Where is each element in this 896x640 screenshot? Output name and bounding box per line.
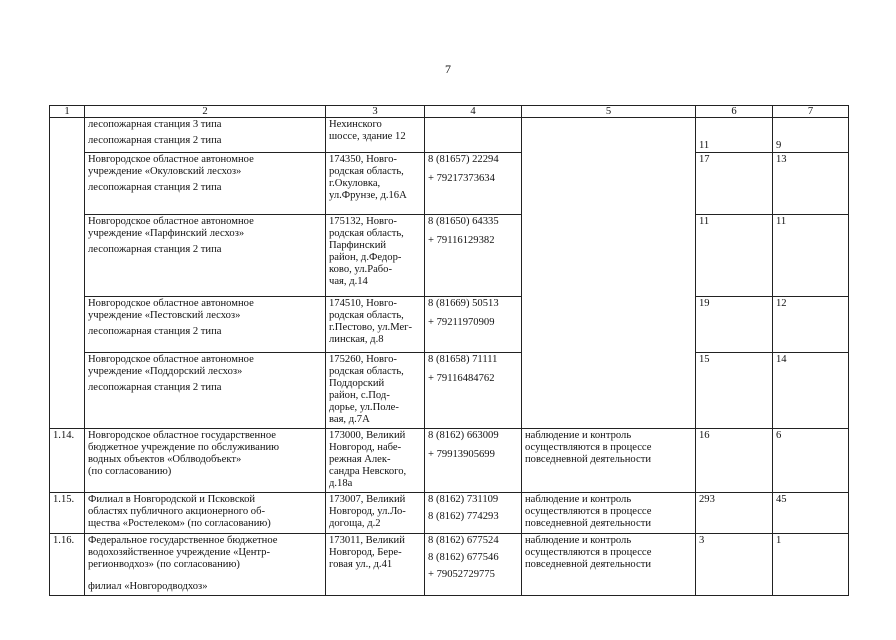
org-line: филиал «Новгородводхоз» — [88, 581, 208, 592]
org-line: лесопожарная станция 3 типа — [88, 119, 222, 130]
org-line: Федеральное государственное бюджетное — [88, 535, 278, 546]
table-row — [50, 493, 849, 534]
note-cell — [522, 118, 696, 429]
count-value: 17 — [699, 154, 710, 165]
table-row — [50, 215, 849, 297]
org-line: (по согласованию) — [88, 466, 172, 477]
note-cell — [522, 534, 696, 596]
phone-number: 8 (81658) 71111 — [428, 354, 498, 365]
page-number: 7 — [445, 62, 451, 76]
count-value: 1 — [776, 535, 782, 546]
note-line: повседневной деятельности — [525, 559, 651, 570]
note-line: наблюдение и контроль — [525, 494, 632, 505]
address-cell — [326, 493, 425, 534]
count-cell — [696, 118, 773, 153]
count-value: 9 — [776, 140, 782, 151]
phone-cell — [425, 215, 522, 297]
table-row — [50, 118, 849, 153]
address-line: Поддорский — [329, 378, 385, 389]
count-cell — [773, 493, 849, 534]
address-line: вая, д.7А — [329, 414, 370, 425]
note-line: повседневной деятельности — [525, 454, 651, 465]
phone-number: 8 (8162) 677546 — [428, 552, 499, 563]
count-value: 11 — [699, 140, 710, 151]
note-cell — [522, 429, 696, 493]
address-cell — [326, 534, 425, 596]
table-row — [50, 153, 849, 215]
address-line: Новгород, ул.Ло- — [329, 506, 406, 517]
phone-number: + 79217373634 — [428, 173, 495, 184]
note-line: осуществляются в процессе — [525, 506, 652, 517]
address-line: Новгород, набе- — [329, 442, 402, 453]
note-line: наблюдение и контроль — [525, 535, 632, 546]
org-line: Новгородское областное автономное — [88, 216, 254, 227]
org-line: бюджетное учреждение по обслуживанию — [88, 442, 280, 453]
organization-cell — [85, 353, 326, 429]
phone-cell — [425, 429, 522, 493]
count-value: 293 — [699, 494, 715, 505]
org-line: учреждение «Окуловский лесхоз» — [88, 166, 242, 177]
org-line: учреждение «Поддорский лесхоз» — [88, 366, 243, 377]
header-cell: 1 — [50, 106, 85, 118]
count-value: 11 — [699, 216, 710, 227]
address-line: сандра Невского, — [329, 466, 407, 477]
address-cell — [326, 429, 425, 493]
address-line: 174350, Новго- — [329, 154, 397, 165]
header-cell: 3 — [326, 106, 425, 118]
count-value: 6 — [776, 430, 782, 441]
address-line: 174510, Новго- — [329, 298, 397, 309]
row-number-value: 1.16. — [53, 535, 75, 546]
phone-number: 8 (81657) 22294 — [428, 154, 499, 165]
address-line: г.Окуловка, — [329, 178, 381, 189]
org-line: лесопожарная станция 2 типа — [88, 244, 222, 255]
address-line: 173007, Великий — [329, 494, 406, 505]
org-line: учреждение «Пестовский лесхоз» — [88, 310, 241, 321]
phone-number: + 79116129382 — [428, 235, 495, 246]
address-line: д.18а — [329, 478, 353, 489]
row-number — [50, 493, 85, 534]
address-line: 175132, Новго- — [329, 216, 397, 227]
phone-number: 8 (8162) 677524 — [428, 535, 499, 546]
count-cell — [696, 493, 773, 534]
address-line: дорье, ул.Поле- — [329, 402, 399, 413]
address-line: родская область, — [329, 228, 404, 239]
table-header-row — [50, 106, 849, 118]
address-line: ково, ул.Рабо- — [329, 264, 393, 275]
phone-cell — [425, 353, 522, 429]
address-line: Парфинский — [329, 240, 387, 251]
org-line: щества «Ростелеком» (по согласованию) — [88, 518, 271, 529]
header-cell: 6 — [696, 106, 773, 118]
org-line: лесопожарная станция 2 типа — [88, 182, 222, 193]
address-line: район, с.Под- — [329, 390, 390, 401]
count-cell — [773, 153, 849, 215]
row-number — [50, 118, 85, 429]
table-row — [50, 353, 849, 429]
count-value: 14 — [776, 354, 787, 365]
org-line: лесопожарная станция 2 типа — [88, 382, 222, 393]
address-line: 173000, Великий — [329, 430, 406, 441]
count-value: 15 — [699, 354, 710, 365]
count-value: 16 — [699, 430, 710, 441]
address-line: родская область, — [329, 310, 404, 321]
header-cell: 7 — [773, 106, 849, 118]
phone-cell — [425, 493, 522, 534]
phone-number: 8 (8162) 774293 — [428, 511, 499, 522]
count-value: 3 — [699, 535, 705, 546]
org-line: Новгородское областное автономное — [88, 298, 254, 309]
count-cell — [773, 353, 849, 429]
address-cell — [326, 353, 425, 429]
address-line: режная Алек- — [329, 454, 391, 465]
header-cell: 2 — [85, 106, 326, 118]
address-cell — [326, 297, 425, 353]
note-line: осуществляются в процессе — [525, 547, 652, 558]
row-number — [50, 429, 85, 493]
note-line: осуществляются в процессе — [525, 442, 652, 453]
row-number-value: 1.15. — [53, 494, 75, 505]
organization-cell — [85, 297, 326, 353]
address-line: Нехинского — [329, 119, 382, 130]
count-value: 19 — [699, 298, 710, 309]
count-value: 12 — [776, 298, 787, 309]
phone-cell — [425, 153, 522, 215]
count-cell — [696, 429, 773, 493]
address-cell — [326, 215, 425, 297]
count-cell — [696, 153, 773, 215]
count-value: 13 — [776, 154, 787, 165]
phone-number: + 79913905699 — [428, 449, 495, 460]
organization-cell — [85, 215, 326, 297]
address-line: шоссе, здание 12 — [329, 131, 406, 142]
document-table — [49, 105, 849, 596]
org-line: лесопожарная станция 2 типа — [88, 135, 222, 146]
address-line: родская область, — [329, 366, 404, 377]
phone-number: 8 (8162) 731109 — [428, 494, 499, 505]
count-cell — [773, 534, 849, 596]
address-line: линская, д.8 — [329, 334, 384, 345]
header-cell: 4 — [425, 106, 522, 118]
address-line: ул.Фрунзе, д.16А — [329, 190, 407, 201]
organization-cell — [85, 429, 326, 493]
note-cell — [522, 493, 696, 534]
organization-cell — [85, 534, 326, 596]
header-cell: 5 — [522, 106, 696, 118]
organization-cell — [85, 118, 326, 153]
phone-number: + 79052729775 — [428, 569, 495, 580]
table-row — [50, 297, 849, 353]
phone-number: 8 (8162) 663009 — [428, 430, 499, 441]
org-line: Филиал в Новгородской и Псковской — [88, 494, 256, 505]
phone-cell — [425, 534, 522, 596]
count-cell — [773, 429, 849, 493]
address-line: район, д.Федор- — [329, 252, 402, 263]
address-line: догоща, д.2 — [329, 518, 381, 529]
count-cell — [773, 118, 849, 153]
organization-cell — [85, 493, 326, 534]
org-line: областях публичного акционерного об- — [88, 506, 266, 517]
address-cell — [326, 153, 425, 215]
phone-cell — [425, 118, 522, 153]
org-line: учреждение «Парфинский лесхоз» — [88, 228, 245, 239]
phone-cell — [425, 297, 522, 353]
phone-number: 8 (81650) 64335 — [428, 216, 499, 227]
org-line: регионводхоз» (по согласованию) — [88, 559, 240, 570]
phone-number: + 79211970909 — [428, 317, 495, 328]
count-cell — [696, 215, 773, 297]
note-line: повседневной деятельности — [525, 518, 651, 529]
count-value: 11 — [776, 216, 787, 227]
table-row — [50, 534, 849, 596]
table-row — [50, 429, 849, 493]
organization-cell — [85, 153, 326, 215]
org-line: водохозяйственное учреждение «Центр- — [88, 547, 270, 558]
org-line: лесопожарная станция 2 типа — [88, 326, 222, 337]
count-cell — [696, 297, 773, 353]
count-cell — [773, 215, 849, 297]
address-line: Новгород, Бере- — [329, 547, 402, 558]
phone-number: 8 (81669) 50513 — [428, 298, 499, 309]
phone-number: + 79116484762 — [428, 373, 495, 384]
count-value: 45 — [776, 494, 787, 505]
address-line: 175260, Новго- — [329, 354, 397, 365]
address-line: г.Пестово, ул.Мег- — [329, 322, 413, 333]
address-line: родская область, — [329, 166, 404, 177]
address-line: чая, д.14 — [329, 276, 368, 287]
count-cell — [696, 353, 773, 429]
address-cell — [326, 118, 425, 153]
row-number — [50, 534, 85, 596]
org-line: Новгородское областное автономное — [88, 354, 254, 365]
count-cell — [696, 534, 773, 596]
address-line: 173011, Великий — [329, 535, 405, 546]
row-number-value: 1.14. — [53, 430, 75, 441]
count-cell — [773, 297, 849, 353]
address-line: говая ул., д.41 — [329, 559, 393, 570]
org-line: водных объектов «Облводобъект» — [88, 454, 242, 465]
note-line: наблюдение и контроль — [525, 430, 632, 441]
org-line: Новгородское областное автономное — [88, 154, 254, 165]
org-line: Новгородское областное государственное — [88, 430, 276, 441]
